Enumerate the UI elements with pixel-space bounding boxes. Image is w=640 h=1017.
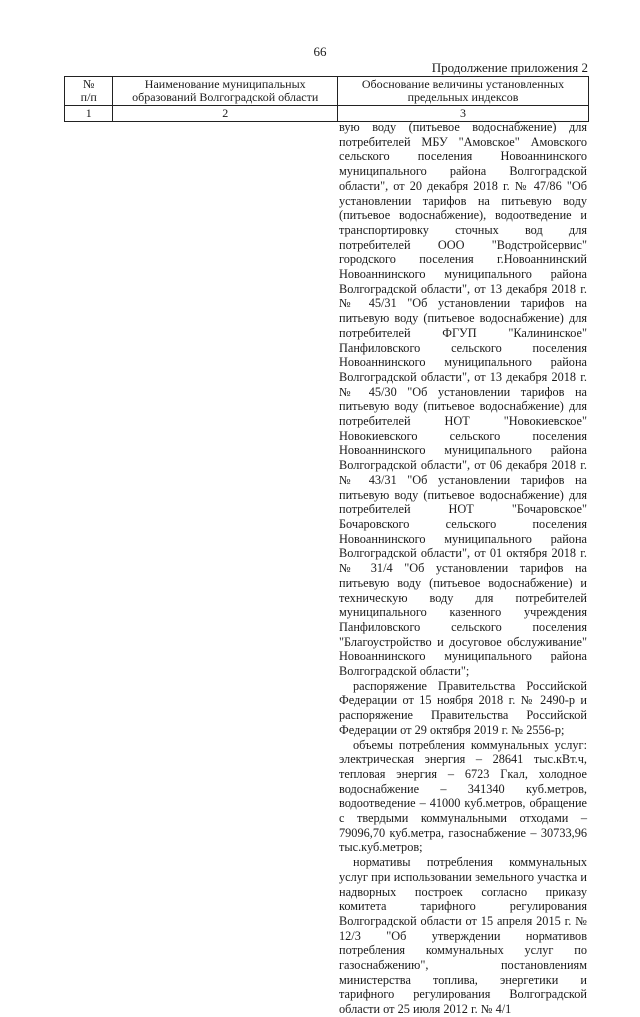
continuation-label: Продолжение приложения 2: [431, 60, 588, 75]
page-number: 66: [313, 44, 327, 59]
header-justification-line1: Обоснование величины установленных: [361, 77, 565, 91]
paragraph-consumption-norms: нормативы потребления коммунальных услуг при использовании земельного участка и надворных построек согласно приказу комитета тарифного регулирования Волгоградской области от 15 апреля 2015 г. № 12/3 "Об утверждении нормативов потребления коммунальных услуг по газоснабжению", постановлениям министерства топлива, энергетики и тарифного регулирования Волгоградской области от 25 июля 2012 г. № 4/1: [339, 855, 587, 1017]
column-number-1: 1: [65, 106, 113, 122]
justification-text-column: [339, 120, 587, 1017]
paragraph-government-orders: распоряжение Правительства Российской Федерации от 15 ноября 2018 г. № 2490-р и распоряжение Правительства Российской Федерации от 29 октября 2019 г. № 2556-р;: [339, 678, 587, 737]
paragraph-consumption-volumes: объемы потребления коммунальных услуг: электрическая энергия – 28641 тыс.кВт.ч, тепловая энергия – 6723 Гкал, холодное водоснабжение – 341340 куб.метров, водоотведение – 41000 куб.метров, обращение с твердыми коммунальными отходами – 79096,70 куб.метра, газоснабжение – 30733,96 тыс.куб.метров;: [339, 737, 587, 855]
header-cell-number: [65, 77, 113, 106]
header-number-abbr: п/п: [80, 90, 97, 104]
paragraph-tariff-decisions: вую воду (питьевое водоснабжение) для потребителей МБУ "Амовское" Амовского сельского поселения Новоаннинского муниципального района Волгоградской области", от 20 декабря 2018 г. № 47/86 "Об установлении тарифов на питьевую воду (питьевое водоснабжение), водоотведение и транспортировку сточных вод для потребителей ООО "Водстройсервис" городского поселения г.Новоаннинский Новоаннинского муниципального района Волгоградской области", от 13 декабря 2018 г. № 45/31 "Об установлении тарифов на питьевую воду (питьевое водоснабжение) для потребителей ФГУП "Калининское" Панфиловского сельского поселения Новоаннинского муниципального района Волгоградской области", от 13 декабря 2018 г. № 45/30 "Об установлении тарифов на питьевую воду (питьевое водоснабжение) для потребителей НОТ "Новокиевское" Новокиевского сельского поселения Новоаннинского муниципального района Волгоградской области", от 06 декабря 2018 г. № 43/31 "Об установлении тарифов на питьевую воду (питьевое водоснабжение) для потребителей НОТ "Бочаровское" Бочаровского сельского поселения Новоаннинского муниципального района Волгоградской области", от 01 октября 2018 г. № 31/4 "Об установлении тарифов на питьевую воду (питьевое водоснабжение) и техническую воду для потребителей муниципального казенного учреждения Панфиловского сельского поселения "Благоустройство и досуговое обслуживание" Новоаннинского муниципального района Волгоградской области";: [339, 120, 587, 679]
header-justification-line2: предельных индексов: [407, 90, 519, 104]
header-number-sign: №: [83, 77, 95, 91]
column-number-3: 3: [337, 106, 588, 122]
header-municipality-line1: Наименование муниципальных: [144, 77, 306, 91]
header-row: [65, 77, 589, 106]
header-table: [64, 76, 589, 122]
header-cell-justification: [337, 77, 588, 106]
column-number-2: 2: [113, 106, 338, 122]
header-cell-municipality: [113, 77, 338, 106]
header-municipality-line2: образований Волгоградской области: [132, 90, 319, 104]
